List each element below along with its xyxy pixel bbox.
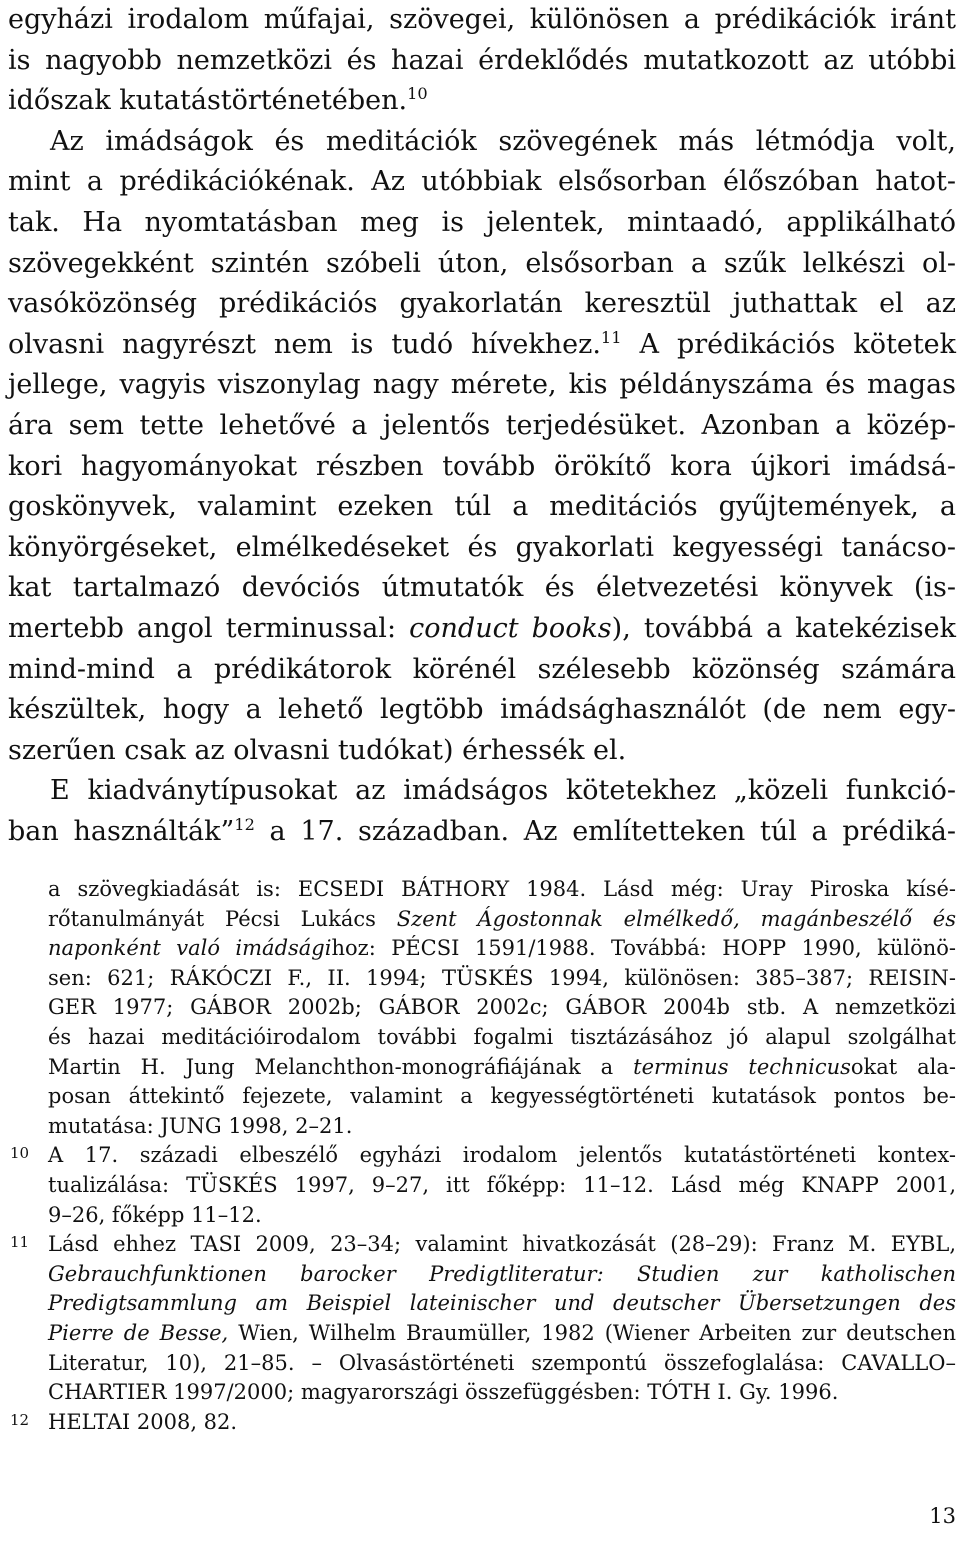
italic-title: Predigtsammlung am Beispiel lateinischer und deutscher Übersetzungen des bbox=[48, 1291, 956, 1316]
footnote-line: a szövegkiadását is: ECSEDI BÁTHORY 1984. Lásd még: Uray Piroska kísé- bbox=[48, 877, 956, 901]
body-line: kat tartalmazó devóciós útmutatók és életvezetési könyvek (is- bbox=[8, 572, 956, 604]
footnote-line: rőtanulmányát Pécsi Lukács Szent Ágostonnak elmélkedő, magánbeszélő és bbox=[48, 906, 957, 931]
italic-title: Pierre de Besse, bbox=[48, 1320, 229, 1345]
footnote-line: HELTAI 2008, 82. bbox=[48, 1409, 238, 1434]
body-line: E kiadványtípusokat az imádságos kötetekhez „közeli funkció- bbox=[50, 775, 956, 807]
footnote-12 bbox=[8, 1408, 956, 1438]
footnote-line: CHARTIER 1997/2000; magyarországi összefüggésben: TÓTH I. Gy. 1996. bbox=[48, 1380, 839, 1405]
footnote-line: sen: 621; RÁKÓCZI F., II. 1994; TÜSKÉS 1994, különösen: 385–387; REISIN- bbox=[48, 965, 956, 990]
page-number: 13 bbox=[929, 1504, 956, 1528]
italic-title: Gebrauchfunktionen barocker Predigtliteratur: Studien zur katholischen bbox=[48, 1261, 956, 1286]
body-line: jellege, vagyis viszonylag nagy mérete, kis példányszáma és magas bbox=[8, 369, 956, 401]
footnote-line: Literatur, 10), 21–85. – Olvasástörténeti szempontú összefoglalása: CAVALLO– bbox=[48, 1350, 956, 1375]
body-line: ára sem tette lehetővé a jelentős terjedésüket. Azonban a közép- bbox=[8, 409, 956, 441]
body-line: mint a prédikációkénak. Az utóbbiak elsősorban élőszóban hatot- bbox=[8, 166, 956, 198]
body-line: ban használták”$^{12}$ a 17. században. Az említetteken túl a prédiká- bbox=[8, 814, 956, 847]
footnote-line: tualizálása: TÜSKÉS 1997, 9–27, itt főképp: 11–12. Lásd még KNAPP 2001, bbox=[48, 1172, 956, 1197]
body-line: könyörgéseket, elmélkedéseket és gyakorlati kegyességi tanácso- bbox=[8, 531, 956, 563]
footnote-line: GER 1977; GÁBOR 2002b; GÁBOR 2002c; GÁBOR 2004b stb. A nemzetközi bbox=[48, 995, 956, 1020]
body-line: készültek, hogy a lehető legtöbb imádsághasználót (de nem egy- bbox=[8, 694, 956, 726]
footnote-line: naponként való imádságihoz: PÉCSI 1591/1988. Továbbá: HOPP 1990, különö- bbox=[48, 936, 956, 961]
footnote-number: 12 bbox=[10, 1410, 30, 1429]
footnote-10 bbox=[8, 1141, 956, 1230]
italic-term: conduct books bbox=[409, 612, 612, 644]
footnote-line: Martin H. Jung Melanchthon-monográfiájának a terminus technicusokat ala- bbox=[48, 1054, 957, 1079]
footnote-ref[interactable]: 12 bbox=[234, 814, 255, 834]
body-line: időszak kutatástörténetében.$^{10}$ bbox=[8, 84, 428, 117]
footnote-ref[interactable]: 11 bbox=[600, 327, 622, 347]
footnote-continuation bbox=[8, 875, 956, 1141]
footnote-line: 9–26, főképp 11–12. bbox=[48, 1202, 262, 1227]
body-text bbox=[8, 0, 956, 852]
footnotes bbox=[8, 875, 956, 1437]
body-line: olvasni nagyrészt nem is tudó hívekhez.$^{11}$ A prédikációs kötetek bbox=[8, 327, 957, 360]
footnote-line bbox=[48, 1260, 956, 1290]
italic-term: terminus technicus bbox=[633, 1054, 851, 1079]
body-line: szövegekként szintén szóbeli úton, elsősorban a szűk lelkészi ol- bbox=[8, 247, 956, 279]
body-line: vasóközönség prédikációs gyakorlatán keresztül juthattak el az bbox=[8, 288, 956, 320]
footnote-number: 11 bbox=[10, 1233, 30, 1252]
body-line: is nagyobb nemzetközi és hazai érdeklődés mutatkozott az utóbbi bbox=[8, 44, 956, 76]
footnote-line: és hazai meditációirodalom további fogalmi tisztázásához jó alapul szolgálhat bbox=[48, 1024, 956, 1049]
footnote-number: 10 bbox=[10, 1144, 30, 1163]
body-line: goskönyvek, valamint ezeken túl a meditációs gyűjtemények, a bbox=[8, 491, 956, 523]
book-page bbox=[8, 0, 956, 1544]
body-line: Az imádságok és meditációk szövegének más létmódja volt, bbox=[50, 125, 956, 157]
footnote-line: mutatása: JUNG 1998, 2–21. bbox=[48, 1113, 353, 1138]
body-line: mertebb angol terminussal: conduct books), továbbá a katekézisek bbox=[8, 612, 956, 644]
body-line: mind-mind a prédikátorok körénél szélesebb közönség számára bbox=[8, 653, 956, 685]
italic-title: Szent Ágostonnak elmélkedő, magánbeszélő és bbox=[396, 906, 957, 931]
footnote-line: Pierre de Besse, Wien, Wilhelm Braumüller, 1982 (Wiener Arbeiten zur deutschen bbox=[48, 1320, 956, 1345]
footnote-line bbox=[48, 1289, 956, 1319]
body-line: egyházi irodalom műfajai, szövegei, különösen a prédikációk iránt bbox=[8, 4, 956, 35]
footnote-11 bbox=[8, 1230, 956, 1408]
italic-title: naponként való imádsági bbox=[48, 936, 332, 961]
footnote-line: posan áttekintő fejezete, valamint a kegyességtörténeti kutatások pontos be- bbox=[48, 1084, 956, 1109]
body-line: szerűen csak az olvasni tudókat) érhessék el. bbox=[8, 734, 627, 766]
footnote-line: Lásd ehhez TASI 2009, 23–34; valamint hivatkozását (28–29): Franz M. EYBL, bbox=[48, 1232, 956, 1257]
body-line: tak. Ha nyomtatásban meg is jelentek, mintaadó, applikálható bbox=[8, 206, 956, 238]
footnote-ref[interactable]: 10 bbox=[407, 84, 428, 104]
body-line: kori hagyományokat részben tovább örökítő kora újkori imádsá- bbox=[8, 450, 956, 482]
footnote-line: A 17. századi elbeszélő egyházi irodalom jelentős kutatástörténeti kontex- bbox=[48, 1143, 956, 1168]
